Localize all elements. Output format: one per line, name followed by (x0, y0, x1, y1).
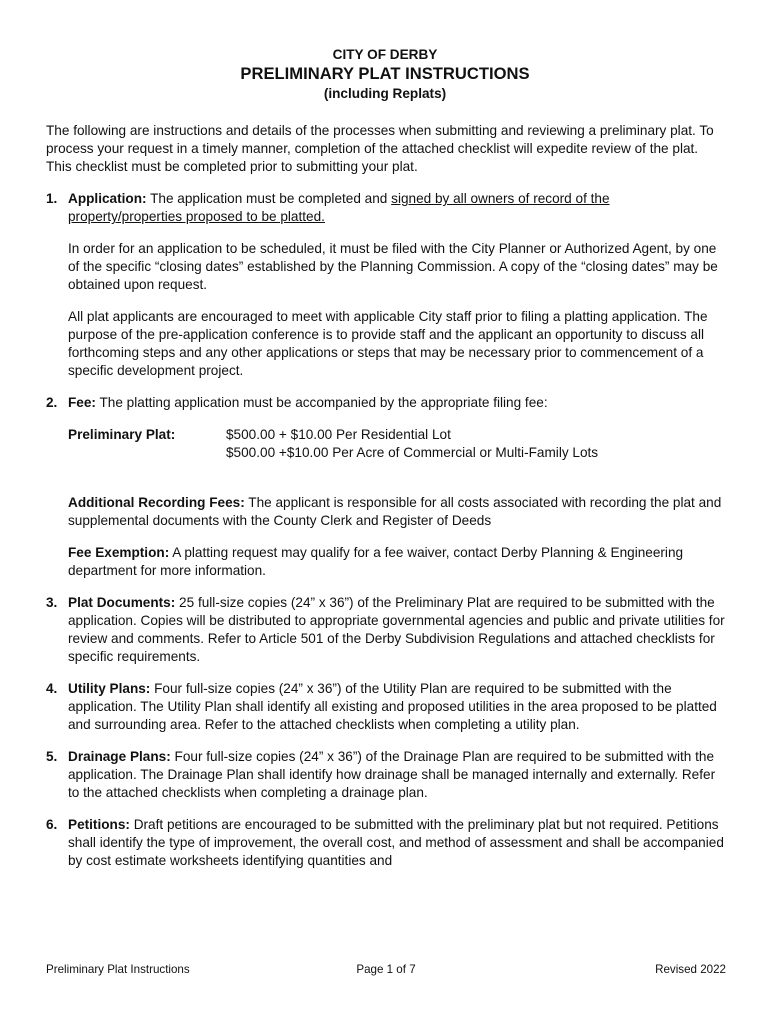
fee-table (68, 426, 726, 462)
item-number: 6. (46, 817, 58, 832)
item-paragraph (68, 680, 726, 734)
item-number: 3. (46, 595, 58, 610)
item-number: 1. (46, 191, 58, 206)
item-text: The application must be completed and (146, 191, 392, 206)
fee-exemption-text: A platting request may qualify for a fee waiver, contact Derby Planning & Engineering department for more information. (68, 545, 684, 578)
list-item-utility-plans (46, 680, 726, 734)
item-text: 25 full-size copies (24” x 36”) of the Preliminary Plat are required to be submitted with the application. Copies will be distributed to appropriate governmental agencies and public and private utilities for review and comments. Refer to Article 501 of the Derby Subdivision Regulations and attached checklists for specific requirements. (68, 595, 725, 664)
item-text: Draft petitions are encouraged to be submitted with the preliminary plat but not required. Petitions shall identify the type of improvement, the overall cost, and method of assessment and shall be accompanied by cost estimate worksheets identifying quantities and (68, 817, 724, 868)
item-number: 2. (46, 395, 58, 410)
item-text: The platting application must be accompanied by the appropriate filing fee: (95, 395, 548, 410)
footer-revision: Revised 2022 (655, 963, 726, 976)
item-label: Drainage Plans: (68, 749, 171, 764)
city-name: CITY OF DERBY (332, 47, 438, 62)
item-label: Fee: (68, 395, 96, 410)
instruction-list (46, 190, 726, 870)
fee-exemption-paragraph (68, 544, 726, 580)
fee-line: $500.00 +$10.00 Per Acre of Commercial or Multi-Family Lots (226, 445, 599, 460)
item-text: Four full-size copies (24” x 36”) of the Utility Plan are required to be submitted with the application. The Utility Plan shall identify all existing and proposed utilities in the area proposed to be platted and surrounding area. Refer to the attached checklists when completing a utility plan. (68, 681, 717, 732)
item-text: Four full-size copies (24” x 36”) of the Drainage Plan are required to be submitted with the application. The Drainage Plan shall identify how drainage shall be managed internally and externally. Refer to the attached checklists when completing a drainage plan. (68, 749, 716, 800)
recording-fees-label: Additional Recording Fees: (68, 495, 245, 510)
footer-page-number: Page 1 of 7 (356, 963, 416, 976)
item-underlined-text: signed by all owners of record of the property/properties proposed to be platted. (68, 191, 610, 224)
fee-label: Preliminary Plat: (68, 427, 176, 442)
list-item-application (46, 190, 726, 380)
item-paragraph (68, 816, 726, 870)
document-header (0, 46, 770, 103)
recording-fees-text: The applicant is responsible for all costs associated with recording the plat and supplemental documents with the County Clerk and Register of Deeds (68, 495, 722, 528)
document-body (46, 122, 726, 884)
recording-fees-paragraph (68, 494, 726, 530)
footer-document-name: Preliminary Plat Instructions (46, 963, 190, 976)
page-title: PRELIMINARY PLAT INSTRUCTIONS (240, 64, 530, 83)
fee-line: $500.00 + $10.00 Per Residential Lot (226, 427, 451, 442)
intro-paragraph: The following are instructions and details of the processes when submitting and reviewing a preliminary plat. To process your request in a timely manner, completion of the attached checklist will expedite review of the plat. This checklist must be completed prior to submitting your plat. (46, 123, 714, 174)
list-item-fee (46, 394, 726, 580)
list-item-petitions (46, 816, 726, 870)
item-number: 4. (46, 681, 58, 696)
item-subparagraph: In order for an application to be scheduled, it must be filed with the City Planner or Authorized Agent, by one of the specific “closing dates” established by the Planning Commission. A copy of the “closing dates” may be obtained upon request. (68, 241, 718, 292)
item-paragraph (68, 748, 726, 802)
item-paragraph (68, 394, 726, 412)
page-footer (46, 962, 726, 978)
item-label: Plat Documents: (68, 595, 176, 610)
item-label: Application: (68, 191, 147, 206)
fee-exemption-label: Fee Exemption: (68, 545, 170, 560)
item-label: Utility Plans: (68, 681, 151, 696)
item-subparagraph: All plat applicants are encouraged to meet with applicable City staff prior to filing a platting application. The purpose of the pre-application conference is to provide staff and the applicant an opportunity to discuss all forthcoming steps and any other applications or steps that may be necessary prior to commencement of a specific development project. (68, 309, 708, 378)
item-paragraph (68, 594, 726, 666)
item-number: 5. (46, 749, 58, 764)
item-label: Petitions: (68, 817, 130, 832)
fee-values (226, 426, 598, 462)
item-paragraph (68, 190, 726, 226)
list-item-drainage-plans (46, 748, 726, 802)
list-item-plat-documents (46, 594, 726, 666)
page-subtitle: (including Replats) (323, 86, 447, 101)
